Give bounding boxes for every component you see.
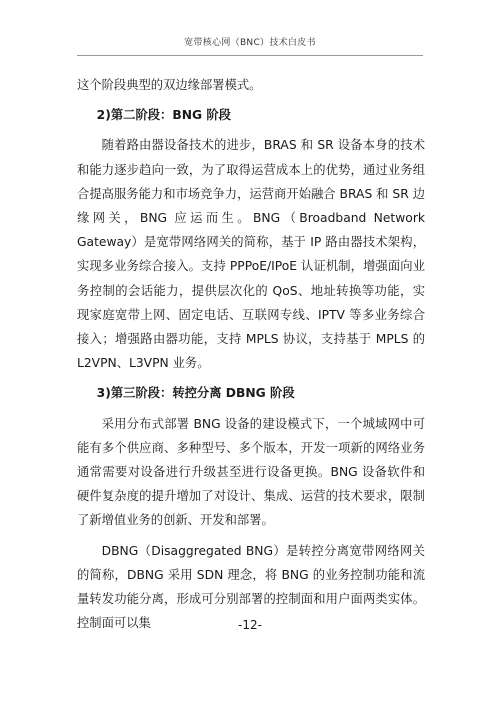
section-3-heading: 3)第三阶段：转控分离 DBNG 阶段	[96, 386, 295, 401]
section-3-paragraph-2: DBNG（Disaggregated BNG）是转控分离宽带网络网关的简称，DBNG 采用 SDN 理念，将 BNG 的业务控制功能和流量转发功能分离，形成可分别部署的控制面和用户面两类实体。控制面可以集	[77, 543, 425, 631]
header-divider	[77, 55, 423, 56]
page-number: -12-	[238, 618, 262, 632]
document-body	[77, 73, 425, 635]
section-2-paragraph: 随着路由器设备技术的进步，BRAS 和 SR 设备本身的技术和能力逐步趋向一致，为了取得运营成本上的优势，通过业务组合提高服务能力和市场竞争力，运营商开始融合 BRAS 和 SR 边缘网关，BNG 应运而生。BNG（Broadband Network Gateway）是宽带网络网关的简称，基于 IP 路由器技术架构，实现多业务综合接入。支持 PPPoE/IPoE 认证机制，增强面向业务控制的会话能力，提供层次化的 QoS、地址转换等功能，实现家庭宽带上网、固定电话、互联网专线、IPTV 等多业务综合接入；增强路由器功能，支持 MPLS 协议，支持基于 MPLS 的 L2VPN、L3VPN 业务。	[77, 138, 425, 371]
intro-paragraph: 这个阶段典型的双边缘部署模式。	[77, 78, 262, 92]
running-header: 宽带核心网（BNC）技术白皮书	[184, 38, 316, 48]
section-2-heading: 2)第二阶段：BNG 阶段	[96, 108, 231, 123]
section-3-paragraph-1: 采用分布式部署 BNG 设备的建设模式下，一个城域网中可能有多个供应商、多种型号、多个版本，开发一项新的网络业务通常需要对设备进行升级甚至进行设备更换。BNG 设备软件和硬件复杂度的提升增加了对设计、集成、运营的技术要求，限制了新增值业务的创新、开发和部署。	[77, 416, 425, 528]
